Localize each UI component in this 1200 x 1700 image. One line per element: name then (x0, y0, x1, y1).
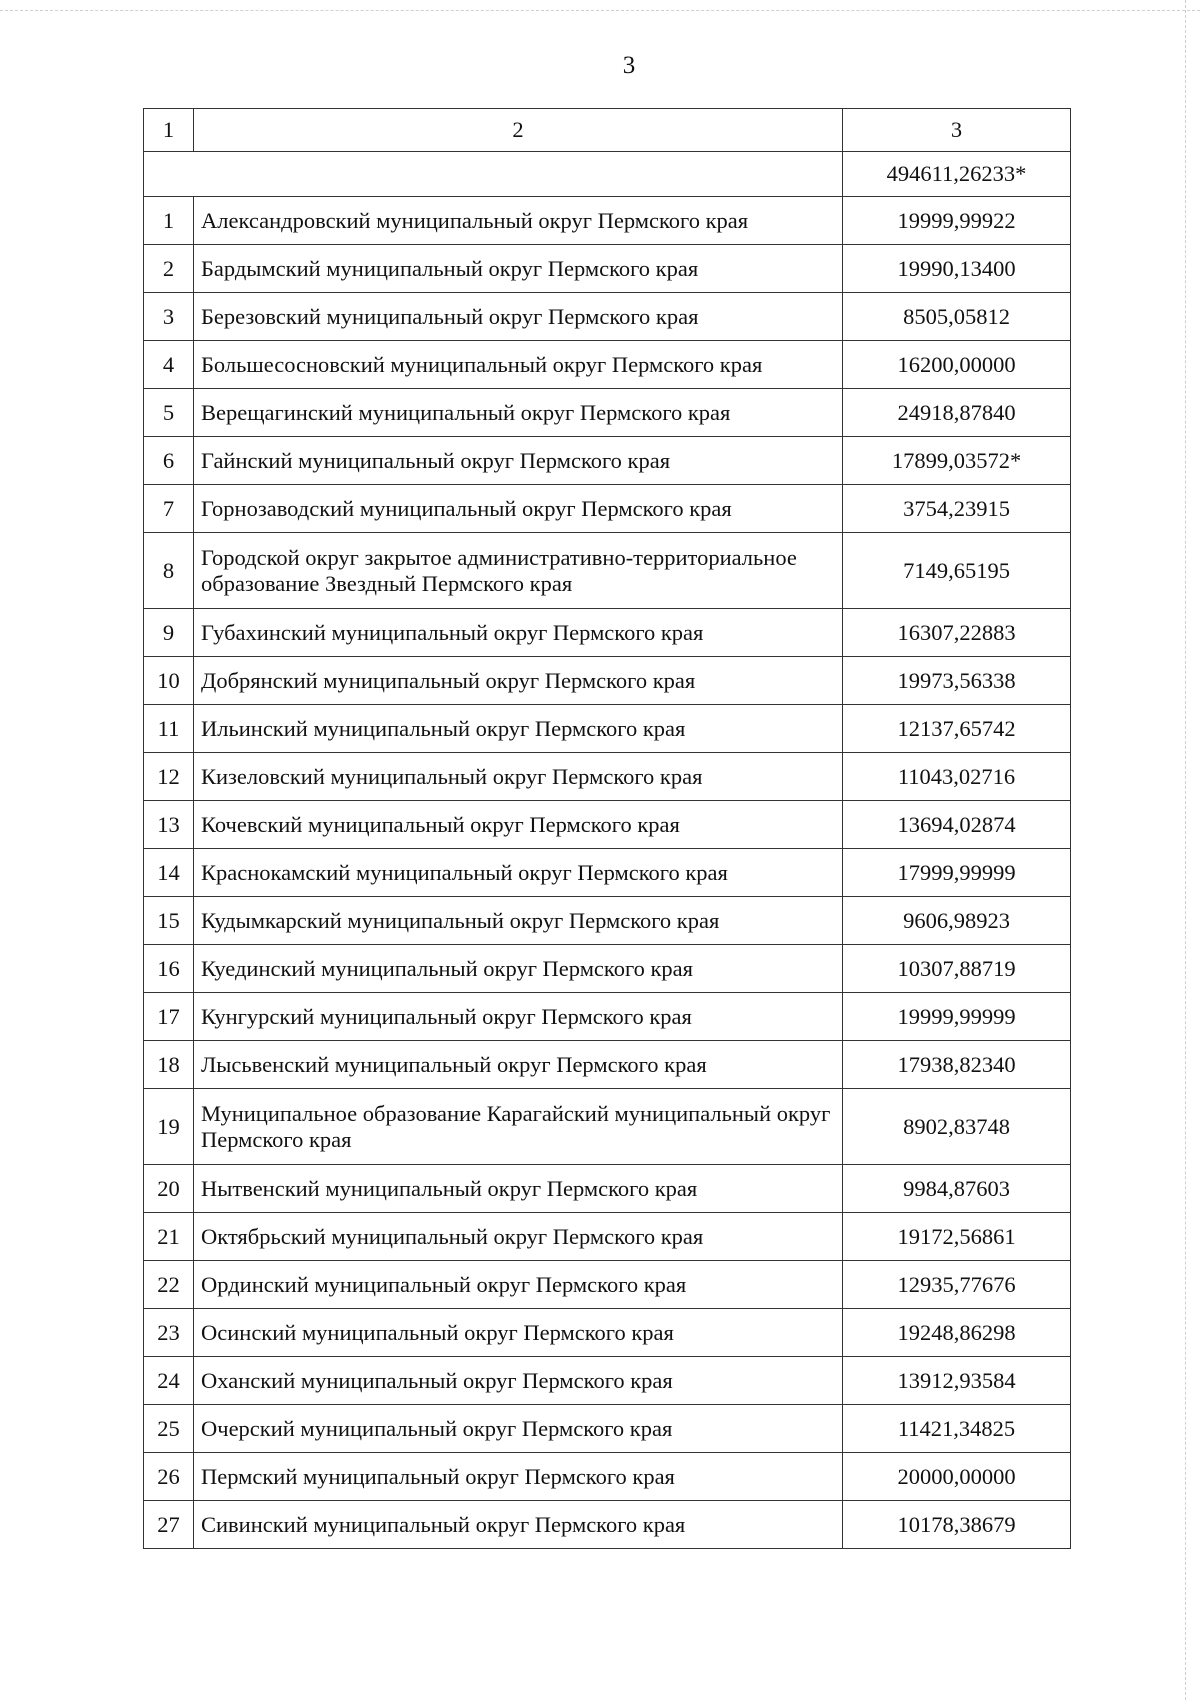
municipality-name: Верещагинский муниципальный округ Пермского края (194, 389, 843, 437)
allocation-value: 17999,99999 (843, 849, 1071, 897)
municipality-name: Ильинский муниципальный округ Пермского края (194, 705, 843, 753)
allocation-value: 19248,86298 (843, 1309, 1071, 1357)
allocation-value: 12137,65742 (843, 705, 1071, 753)
row-number: 23 (144, 1309, 194, 1357)
row-number: 22 (144, 1261, 194, 1309)
row-number: 1 (144, 197, 194, 245)
row-number: 8 (144, 533, 194, 609)
row-number: 12 (144, 753, 194, 801)
table-row (144, 897, 1071, 945)
row-number: 20 (144, 1165, 194, 1213)
header-cell-3: 3 (843, 109, 1071, 152)
row-number: 3 (144, 293, 194, 341)
scan-edge-right (1185, 0, 1186, 1700)
table-body (144, 109, 1071, 1549)
table-row (144, 657, 1071, 705)
allocation-value: 10178,38679 (843, 1501, 1071, 1549)
table-row (144, 1213, 1071, 1261)
table-row (144, 1501, 1071, 1549)
municipality-name: Муниципальное образование Карагайский муниципальный округ Пермского края (194, 1089, 843, 1165)
table-row (144, 485, 1071, 533)
allocation-value: 9984,87603 (843, 1165, 1071, 1213)
allocation-value: 17938,82340 (843, 1041, 1071, 1089)
row-number: 13 (144, 801, 194, 849)
municipality-name: Губахинский муниципальный округ Пермского края (194, 609, 843, 657)
allocation-value: 20000,00000 (843, 1453, 1071, 1501)
table-row (144, 389, 1071, 437)
allocation-value: 19999,99922 (843, 197, 1071, 245)
municipality-name: Краснокамский муниципальный округ Пермского края (194, 849, 843, 897)
header-row (144, 109, 1071, 152)
table-row (144, 1405, 1071, 1453)
table-row (144, 245, 1071, 293)
allocation-value: 11421,34825 (843, 1405, 1071, 1453)
allocation-value: 7149,65195 (843, 533, 1071, 609)
municipality-name: Очерский муниципальный округ Пермского края (194, 1405, 843, 1453)
table-row (144, 293, 1071, 341)
row-number: 26 (144, 1453, 194, 1501)
allocation-value: 19973,56338 (843, 657, 1071, 705)
allocation-value: 9606,98923 (843, 897, 1071, 945)
row-number: 24 (144, 1357, 194, 1405)
row-number: 11 (144, 705, 194, 753)
municipality-name: Октябрьский муниципальный округ Пермского края (194, 1213, 843, 1261)
municipality-name: Осинский муниципальный округ Пермского края (194, 1309, 843, 1357)
municipality-name: Кудымкарский муниципальный округ Пермского края (194, 897, 843, 945)
table-row (144, 341, 1071, 389)
table-row (144, 1357, 1071, 1405)
table-row (144, 801, 1071, 849)
table-row (144, 1261, 1071, 1309)
municipality-name: Лысьвенский муниципальный округ Пермского края (194, 1041, 843, 1089)
table-row (144, 1089, 1071, 1165)
allocation-value: 19172,56861 (843, 1213, 1071, 1261)
municipality-name: Горнозаводский муниципальный округ Пермского края (194, 485, 843, 533)
table-row (144, 1309, 1071, 1357)
municipality-name: Кизеловский муниципальный округ Пермского края (194, 753, 843, 801)
row-number: 2 (144, 245, 194, 293)
row-number: 9 (144, 609, 194, 657)
allocation-value: 8902,83748 (843, 1089, 1071, 1165)
table-row (144, 533, 1071, 609)
municipality-name: Кунгурский муниципальный округ Пермского края (194, 993, 843, 1041)
row-number: 7 (144, 485, 194, 533)
row-number: 18 (144, 1041, 194, 1089)
municipality-name: Пермский муниципальный округ Пермского края (194, 1453, 843, 1501)
municipality-name: Бардымский муниципальный округ Пермского края (194, 245, 843, 293)
table-row (144, 609, 1071, 657)
allocation-value: 13912,93584 (843, 1357, 1071, 1405)
table-row (144, 705, 1071, 753)
row-number: 25 (144, 1405, 194, 1453)
allocation-value: 19999,99999 (843, 993, 1071, 1041)
municipal-allocation-table (143, 108, 1071, 1549)
table-row (144, 197, 1071, 245)
total-label-cell (144, 152, 843, 197)
municipality-name: Березовский муниципальный округ Пермского края (194, 293, 843, 341)
table-row (144, 1165, 1071, 1213)
allocation-value: 16200,00000 (843, 341, 1071, 389)
scan-edge-top (0, 10, 1200, 11)
row-number: 14 (144, 849, 194, 897)
table-row (144, 945, 1071, 993)
header-cell-2: 2 (194, 109, 843, 152)
allocation-value: 12935,77676 (843, 1261, 1071, 1309)
row-number: 16 (144, 945, 194, 993)
allocation-value: 17899,03572* (843, 437, 1071, 485)
municipality-name: Кочевский муниципальный округ Пермского края (194, 801, 843, 849)
allocation-value: 10307,88719 (843, 945, 1071, 993)
row-number: 19 (144, 1089, 194, 1165)
page-number: 3 (622, 52, 636, 79)
table-row (144, 753, 1071, 801)
table-row (144, 1453, 1071, 1501)
row-number: 4 (144, 341, 194, 389)
row-number: 15 (144, 897, 194, 945)
municipality-name: Гайнский муниципальный округ Пермского края (194, 437, 843, 485)
row-number: 17 (144, 993, 194, 1041)
allocation-value: 3754,23915 (843, 485, 1071, 533)
municipality-name: Добрянский муниципальный округ Пермского края (194, 657, 843, 705)
allocation-value: 11043,02716 (843, 753, 1071, 801)
municipality-name: Александровский муниципальный округ Пермского края (194, 197, 843, 245)
municipality-name: Куединский муниципальный округ Пермского края (194, 945, 843, 993)
municipality-name: Ординский муниципальный округ Пермского края (194, 1261, 843, 1309)
row-number: 5 (144, 389, 194, 437)
row-number: 21 (144, 1213, 194, 1261)
row-number: 27 (144, 1501, 194, 1549)
municipality-name: Нытвенский муниципальный округ Пермского края (194, 1165, 843, 1213)
allocation-value: 24918,87840 (843, 389, 1071, 437)
header-cell-1: 1 (144, 109, 194, 152)
row-number: 6 (144, 437, 194, 485)
allocation-value: 13694,02874 (843, 801, 1071, 849)
table-row (144, 993, 1071, 1041)
municipality-name: Сивинский муниципальный округ Пермского края (194, 1501, 843, 1549)
allocation-value: 16307,22883 (843, 609, 1071, 657)
municipality-name: Оханский муниципальный округ Пермского края (194, 1357, 843, 1405)
total-row (144, 152, 1071, 197)
table-row (144, 437, 1071, 485)
municipality-name: Большесосновский муниципальный округ Пермского края (194, 341, 843, 389)
allocation-value: 8505,05812 (843, 293, 1071, 341)
table-row (144, 849, 1071, 897)
allocation-value: 19990,13400 (843, 245, 1071, 293)
total-value: 494611,26233* (843, 152, 1071, 197)
row-number: 10 (144, 657, 194, 705)
table-row (144, 1041, 1071, 1089)
municipality-name: Городской округ закрытое административно-территориальное образование Звездный Пермского края (194, 533, 843, 609)
